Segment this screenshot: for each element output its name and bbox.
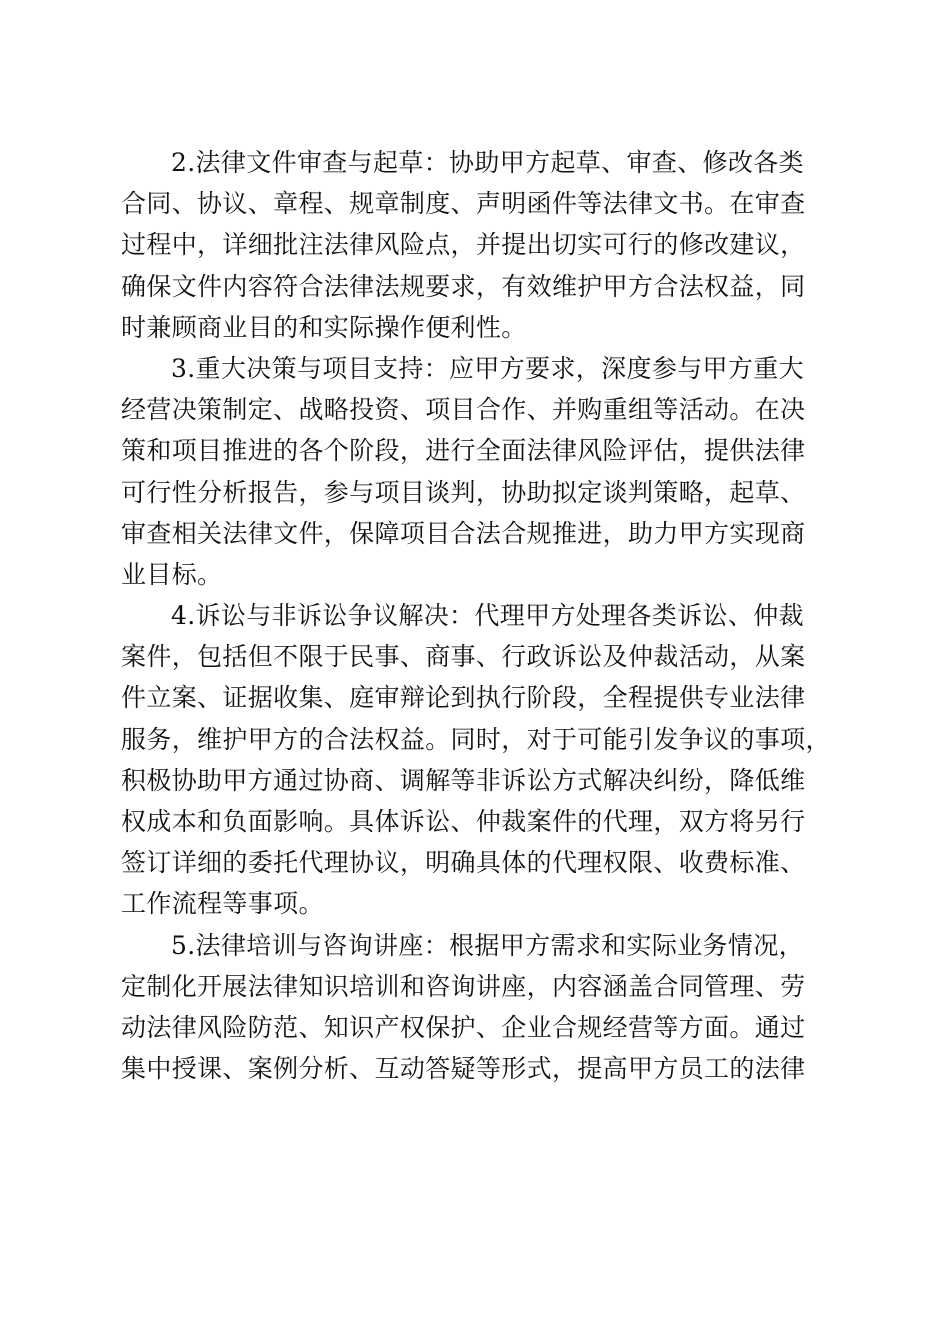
text-line: 动法律风险防范、知识产权保护、企业合规经营等方面。通过 xyxy=(121,1012,806,1042)
text-line: 案件，包括但不限于民事、商事、行政诉讼及仲裁活动，从案 xyxy=(121,642,806,672)
text-line: 服务，维护甲方的合法权益。同时，对于可能引发争议的事项， xyxy=(121,724,831,754)
text-line: 合同、协议、章程、规章制度、声明函件等法律文书。在审查 xyxy=(121,189,806,219)
text-line: 过程中，详细批注法律风险点，并提出切实可行的修改建议， xyxy=(121,230,806,260)
text-line: 可行性分析报告，参与项目谈判，协助拟定谈判策略，起草、 xyxy=(121,477,806,507)
text-line: 审查相关法律文件，保障项目合法合规推进，助力甲方实现商 xyxy=(121,518,806,548)
text-line: 定制化开展法律知识培训和咨询讲座，内容涵盖合同管理、劳 xyxy=(121,971,806,1001)
text-line: 经营决策制定、战略投资、项目合作、并购重组等活动。在决 xyxy=(121,395,806,425)
text-line: 4.诉讼与非诉讼争议解决：代理甲方处理各类诉讼、仲裁 xyxy=(171,601,804,631)
text-line: 确保文件内容符合法律法规要求，有效维护甲方合法权益，同 xyxy=(121,271,806,301)
text-line: 2.法律文件审查与起草：协助甲方起草、审查、修改各类 xyxy=(171,148,804,177)
text-line: 5.法律培训与咨询讲座：根据甲方需求和实际业务情况， xyxy=(171,930,804,960)
text-line: 策和项目推进的各个阶段，进行全面法律风险评估，提供法律 xyxy=(121,436,806,466)
document-body xyxy=(121,142,831,1089)
paragraph-legal-document-review xyxy=(121,142,825,348)
text-line: 积极协助甲方通过协商、调解等非诉讼方式解决纠纷，降低维 xyxy=(121,765,806,795)
text-line: 3.重大决策与项目支持：应甲方要求，深度参与甲方重大 xyxy=(171,353,804,383)
paragraph-dispute-resolution xyxy=(121,595,831,925)
text-line: 业目标。 xyxy=(121,559,223,589)
text-line: 时兼顾商业目的和实际操作便利性。 xyxy=(121,312,527,342)
text-line: 签订详细的委托代理协议，明确具体的代理权限、收费标准、 xyxy=(121,848,806,878)
paragraph-legal-training xyxy=(121,925,825,1090)
text-line: 集中授课、案例分析、互动答疑等形式，提高甲方员工的法律 xyxy=(121,1054,806,1084)
text-line: 件立案、证据收集、庭审辩论到执行阶段，全程提供专业法律 xyxy=(121,683,806,713)
text-line: 权成本和负面影响。具体诉讼、仲裁案件的代理，双方将另行 xyxy=(121,807,806,836)
paragraph-major-decision-support xyxy=(121,348,825,595)
text-line: 工作流程等事项。 xyxy=(121,889,324,919)
